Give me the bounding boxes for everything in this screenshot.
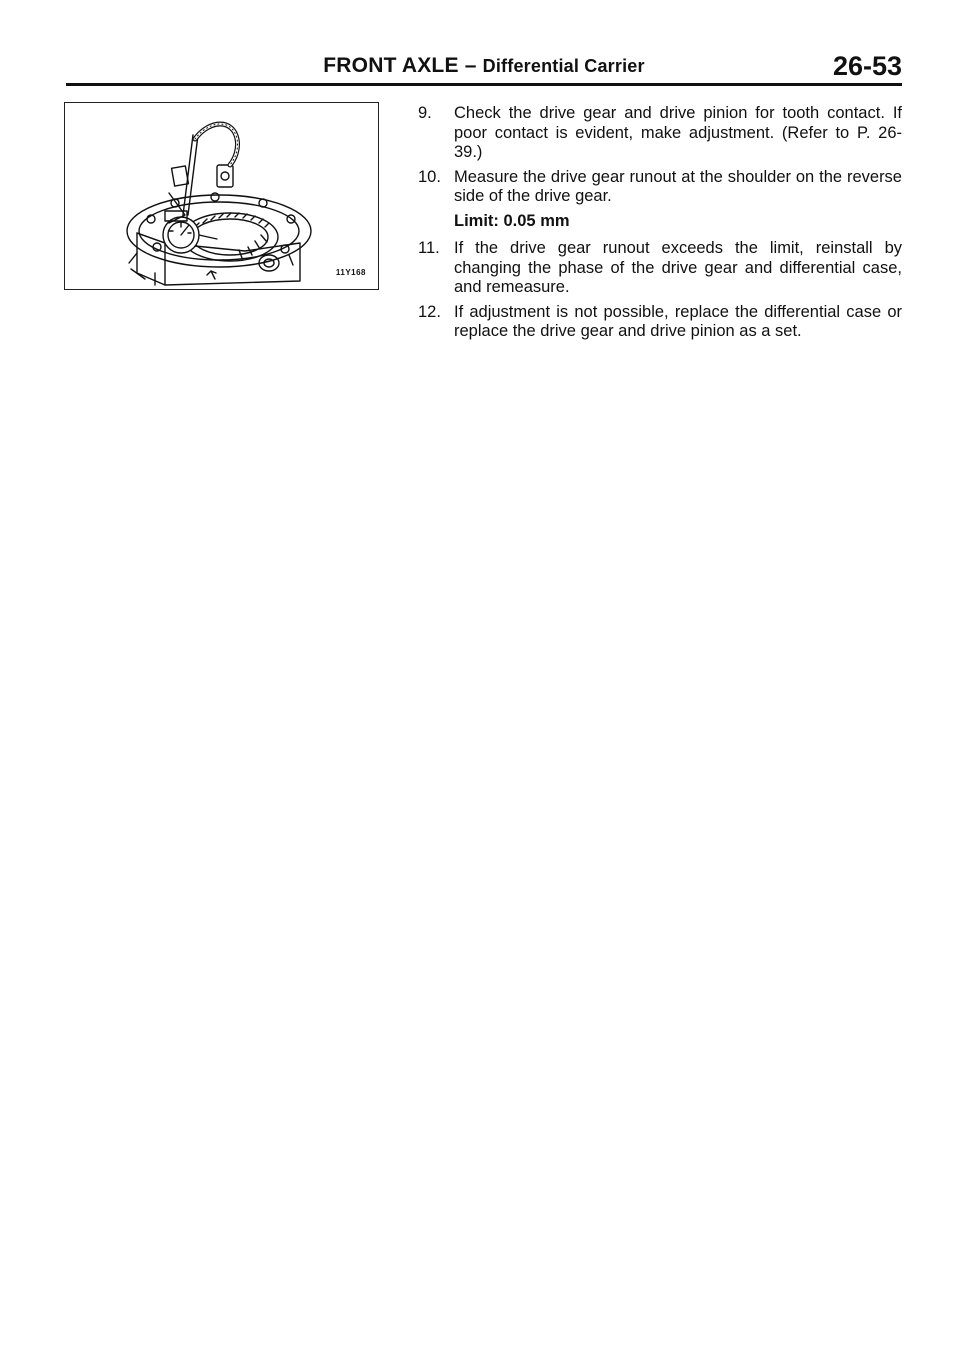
procedure-steps (418, 104, 902, 347)
section-title: FRONT AXLE (323, 54, 459, 77)
figure-id: 11Y168 (335, 268, 366, 277)
step-number: 9. (418, 104, 432, 122)
step-number: 10. (418, 167, 441, 186)
step-text: If the drive gear runout exceeds the limit, reinstall by changing the phase of the drive gear and differential case, and remeasure. (454, 239, 902, 296)
title-dash: – (464, 54, 477, 77)
illustration-figure (64, 102, 379, 290)
step-text: If adjustment is not possible, replace the differential case or replace the drive gear and drive pinion as a set. (454, 302, 902, 340)
step-text: Check the drive gear and drive pinion for tooth contact. If poor contact is evident, make adjustment. (Refer to P. 26-39.) (454, 104, 902, 161)
step-number: 11. (418, 239, 440, 257)
subsection-title: Differential Carrier (482, 56, 645, 76)
dial-indicator-illustration (65, 103, 378, 289)
step-11 (418, 239, 902, 298)
page-number: 26-53 (832, 51, 902, 81)
limit-spec: Limit: 0.05 mm (454, 211, 570, 230)
step-number: 12. (418, 302, 441, 321)
page-title (66, 54, 902, 78)
step-10 (418, 168, 902, 207)
step-12 (418, 303, 902, 342)
step-text: Measure the drive gear runout at the shoulder on the reverse side of the drive gear. (454, 167, 902, 205)
step-9 (418, 104, 902, 163)
header-rule (66, 83, 902, 86)
page-header (66, 51, 902, 84)
